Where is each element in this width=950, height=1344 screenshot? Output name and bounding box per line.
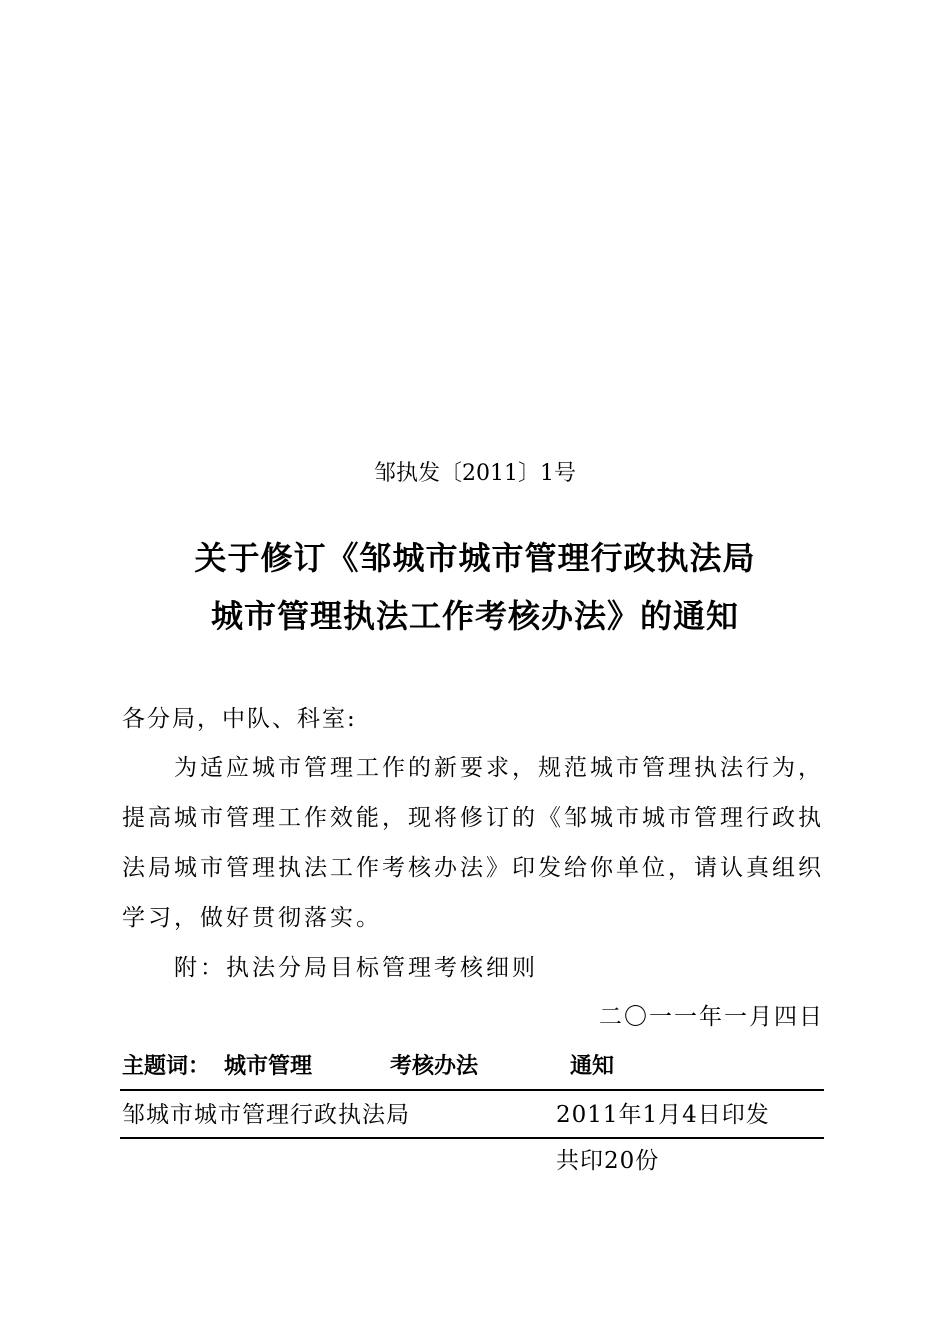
keyword: 城市管理 [224, 1054, 313, 1079]
keywords-row [122, 1050, 614, 1084]
body-paragraph-line: 学习，做好贯彻落实。 [122, 905, 382, 931]
document-number: 邹执发〔2011〕1号 [374, 461, 576, 486]
body-paragraph-line: 法局城市管理执法工作考核办法》印发给你单位，请认真组织 [122, 855, 824, 881]
copies-count: 共印20份 [556, 1148, 660, 1174]
issue-date: 二〇一一年一月四日 [599, 1004, 824, 1030]
keywords-label: 主题词： [122, 1054, 211, 1079]
divider-line [120, 1089, 824, 1091]
title-line-1: 关于修订《邹城市城市管理行政执法局 [194, 539, 756, 577]
attachment-note: 附：执法分局目标管理考核细则 [174, 955, 538, 981]
title-line-2: 城市管理执法工作考核办法》的通知 [210, 597, 739, 635]
salutation: 各分局，中队、科室: [122, 706, 357, 732]
print-date: 2011年1月4日印发 [556, 1102, 770, 1128]
issuer: 邹城市城市管理行政执法局 [122, 1102, 410, 1128]
body-paragraph-line: 为适应城市管理工作的新要求，规范城市管理执法行为， [174, 755, 824, 781]
keyword: 考核办法 [390, 1054, 479, 1079]
divider-line [120, 1137, 824, 1139]
keyword: 通知 [570, 1054, 615, 1079]
body-paragraph-line: 提高城市管理工作效能，现将修订的《邹城市城市管理行政执 [122, 805, 824, 831]
